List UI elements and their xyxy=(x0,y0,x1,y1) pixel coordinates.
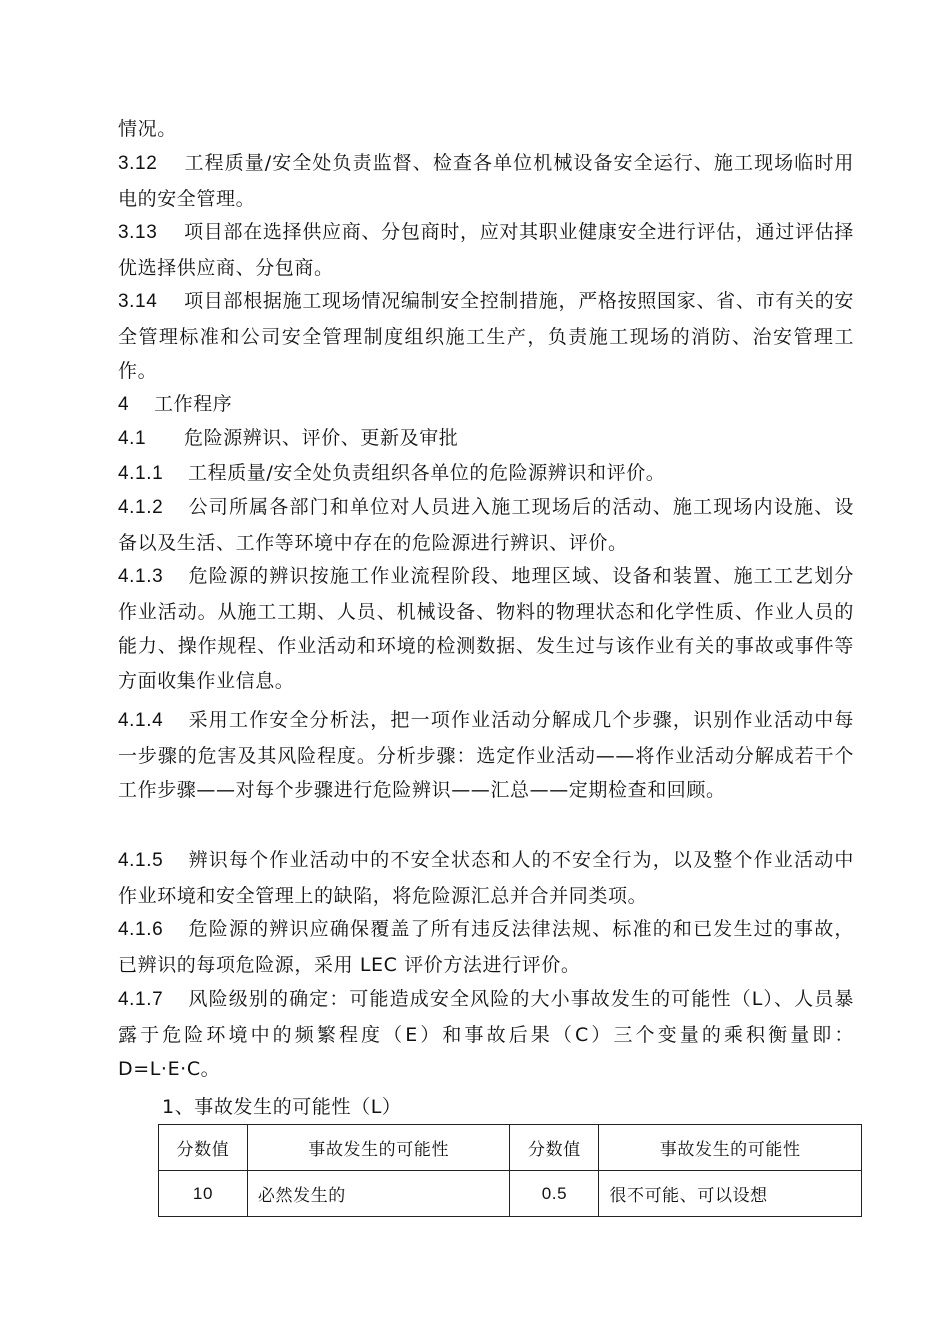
paragraph-text: 危险源的辨识按施工作业流程阶段、地理区域、设备和装置、施工工艺划分作业活动。从施工工期、人员、机械设备、物料的物理状态和化学性质、作业人员的能力、操作规程、作业活动和环境的检测数据、发生过与该作业有关的事故或事件等方面收集作业信息。 xyxy=(118,565,854,692)
paragraph-4-1-3 xyxy=(118,559,854,698)
score-cell: 0.5 xyxy=(510,1171,599,1217)
likelihood-cell: 很不可能、可以设想 xyxy=(599,1171,862,1217)
section-number: 4.1.2 xyxy=(118,497,164,518)
section-number: 4.1.4 xyxy=(118,710,164,731)
section-number: 4.1.1 xyxy=(118,463,164,484)
paragraph-4-1-4 xyxy=(118,703,854,808)
score-cell: 10 xyxy=(159,1171,248,1217)
section-title: 危险源辨识、评价、更新及审批 xyxy=(184,427,459,449)
section-number: 3.14 xyxy=(118,291,158,312)
paragraph-text: 工程质量/安全处负责组织各单位的危险源辨识和评价。 xyxy=(188,462,666,484)
paragraph-text: 项目部在选择供应商、分包商时，应对其职业健康安全进行评估，通过评估择优选择供应商、分包商。 xyxy=(118,221,854,279)
section-number: 4.1.3 xyxy=(118,566,164,587)
section-number: 4.1.5 xyxy=(118,850,164,871)
section-heading-4 xyxy=(118,387,854,423)
section-number: 4.1.7 xyxy=(118,989,164,1010)
section-number: 4.1 xyxy=(118,428,147,449)
paragraph-4-1-7 xyxy=(118,982,854,1087)
paragraph-text: 风险级别的确定：可能造成安全风险的大小事故发生的可能性（L）、人员暴露于危险环境中的频繁程度（E）和事故后果（C）三个变量的乘积衡量即：D=L·E·C。 xyxy=(118,988,854,1080)
paragraph-text: 工程质量/安全处负责监督、检查各单位机械设备安全运行、施工现场临时用电的安全管理。 xyxy=(118,152,854,210)
paragraph-text: 情况。 xyxy=(118,118,177,140)
section-title: 工作程序 xyxy=(154,393,233,415)
paragraph-4-1-5 xyxy=(118,843,854,913)
paragraph-4-1-1 xyxy=(118,456,854,492)
section-number: 3.13 xyxy=(118,222,158,243)
section-number: 4.1.6 xyxy=(118,919,164,940)
header-likelihood: 事故发生的可能性 xyxy=(247,1125,510,1171)
table-caption: 1、事故发生的可能性（L） xyxy=(162,1096,402,1118)
section-heading-4-1 xyxy=(118,421,854,457)
header-likelihood: 事故发生的可能性 xyxy=(599,1125,862,1171)
paragraph-text: 项目部根据施工现场情况编制安全控制措施，严格按照国家、省、市有关的安全管理标准和公司安全管理制度组织施工生产，负责施工现场的消防、治安管理工作。 xyxy=(118,290,854,382)
paragraph-text: 辨识每个作业活动中的不安全状态和人的不安全行为，以及整个作业活动中作业环境和安全管理上的缺陷，将危险源汇总并合并同类项。 xyxy=(118,849,854,907)
paragraph-3-13 xyxy=(118,215,854,285)
header-score: 分数值 xyxy=(510,1125,599,1171)
paragraph-continuation xyxy=(118,112,854,147)
table-row xyxy=(159,1171,862,1217)
paragraph-4-1-2 xyxy=(118,490,854,560)
paragraph-text: 公司所属各部门和单位对人员进入施工现场后的活动、施工现场内设施、设备以及生活、工作等环境中存在的危险源进行辨识、评价。 xyxy=(118,496,854,554)
paragraph-3-14 xyxy=(118,284,854,389)
table-header-row xyxy=(159,1125,862,1171)
paragraph-text: 危险源的辨识应确保覆盖了所有违反法律法规、标准的和已发生过的事故，已辨识的每项危险源，采用 LEC 评价方法进行评价。 xyxy=(118,918,854,976)
paragraph-3-12 xyxy=(118,146,854,216)
section-number: 3.12 xyxy=(118,153,158,174)
likelihood-cell: 必然发生的 xyxy=(247,1171,510,1217)
section-number: 4 xyxy=(118,394,130,415)
likelihood-table xyxy=(158,1124,862,1217)
paragraph-4-1-6 xyxy=(118,912,854,982)
paragraph-text: 采用工作安全分析法，把一项作业活动分解成几个步骤，识别作业活动中每一步骤的危害及其风险程度。分析步骤：选定作业活动——将作业活动分解成若干个工作步骤——对每个步骤进行危险辨识——汇总——定期检查和回顾。 xyxy=(118,709,854,801)
header-score: 分数值 xyxy=(159,1125,248,1171)
